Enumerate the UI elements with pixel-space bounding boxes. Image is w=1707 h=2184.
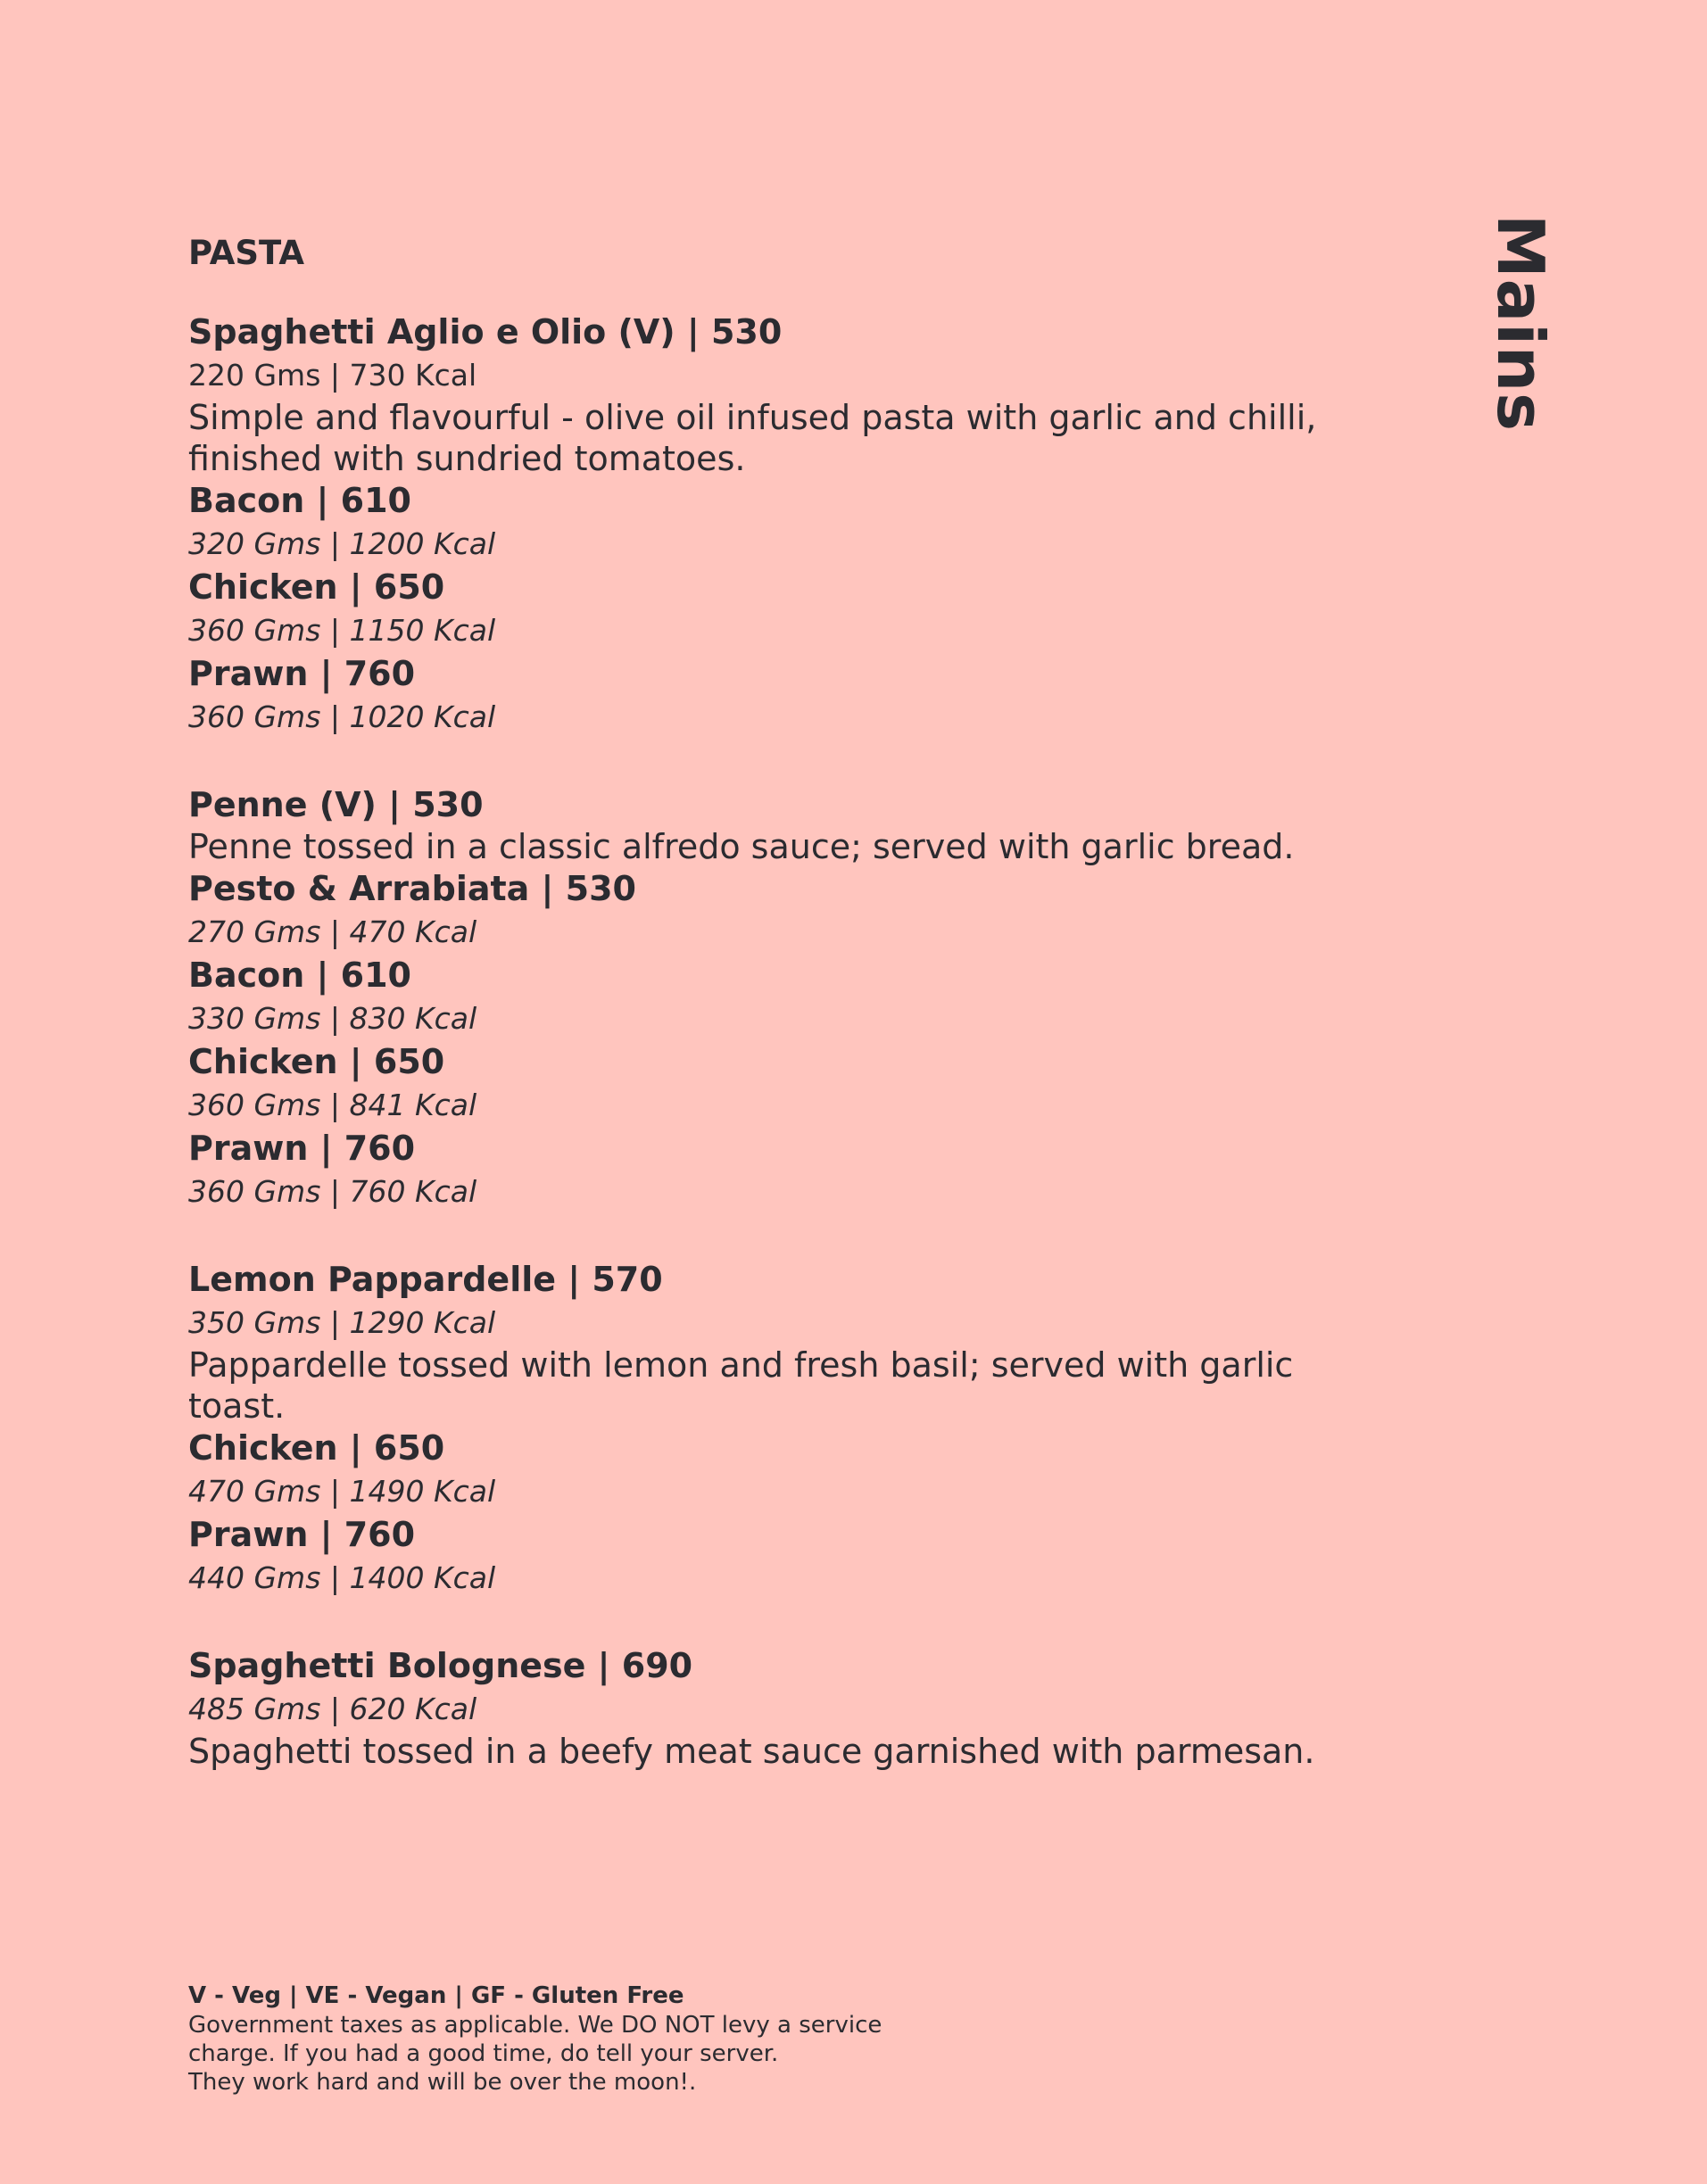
page-side-title: Mains [1483, 214, 1558, 433]
dish-meta: 485 Gms | 620 Kcal [188, 1692, 477, 1726]
dish-description: Penne tossed in a classic alfredo sauce; served with garlic bread. [188, 827, 1295, 866]
footer-note-line: charge. If you had a good time, do tell your server. [188, 2040, 779, 2067]
dish-name: Spaghetti Bolognese | 690 [188, 1646, 693, 1685]
dish-description: Spaghetti tossed in a beefy meat sauce garnished with parmesan. [188, 1732, 1315, 1771]
dish-description: Simple and flavourful - olive oil infused pasta with garlic and chilli, finished with sundried tomatoes. [188, 398, 1317, 478]
menu-footer [188, 1981, 902, 2097]
dish-name: Penne (V) | 530 [188, 785, 484, 824]
variant-name: Chicken | 650 [188, 1042, 445, 1081]
variant-name: Chicken | 650 [188, 567, 445, 607]
variant-meta: 360 Gms | 760 Kcal [188, 1174, 477, 1209]
dish-name: Spaghetti Aglio e Olio (V) | 530 [188, 312, 783, 352]
variant-meta: 320 Gms | 1200 Kcal [188, 526, 496, 561]
variant-meta: 440 Gms | 1400 Kcal [188, 1560, 496, 1595]
variant-meta: 360 Gms | 1150 Kcal [188, 613, 496, 648]
variant-meta: 330 Gms | 830 Kcal [188, 1001, 477, 1036]
menu-content [188, 234, 1438, 1816]
variant-name: Prawn | 760 [188, 654, 416, 693]
variant-name: Bacon | 610 [188, 481, 411, 520]
variant-name: Bacon | 610 [188, 956, 411, 995]
dish-meta: 350 Gms | 1290 Kcal [188, 1305, 496, 1340]
variant-name: Prawn | 760 [188, 1515, 416, 1554]
variant-meta: 270 Gms | 470 Kcal [188, 914, 477, 949]
variant-name: Chicken | 650 [188, 1428, 445, 1468]
menu-item [188, 310, 1438, 739]
menu-item [188, 783, 1438, 1213]
dish-meta: 220 Gms | 730 Kcal [188, 358, 477, 393]
dietary-legend: V - Veg | VE - Vegan | GF - Gluten Free [188, 1982, 684, 2009]
footer-note-line: Government taxes as applicable. We DO NOT levy a service [188, 2012, 883, 2039]
menu-item [188, 1258, 1438, 1600]
dish-name: Lemon Pappardelle | 570 [188, 1260, 663, 1299]
variant-meta: 360 Gms | 1020 Kcal [188, 699, 496, 734]
variant-meta: 360 Gms | 841 Kcal [188, 1088, 477, 1122]
footer-note-line: They work hard and will be over the moon!. [188, 2069, 697, 2096]
dish-description: Pappardelle tossed with lemon and fresh basil; served with garlic toast. [188, 1345, 1294, 1426]
variant-name: Pesto & Arrabiata | 530 [188, 869, 636, 908]
variant-name: Prawn | 760 [188, 1129, 416, 1168]
menu-item [188, 1644, 1438, 1772]
variant-meta: 470 Gms | 1490 Kcal [188, 1474, 496, 1509]
section-title: PASTA [188, 234, 305, 272]
